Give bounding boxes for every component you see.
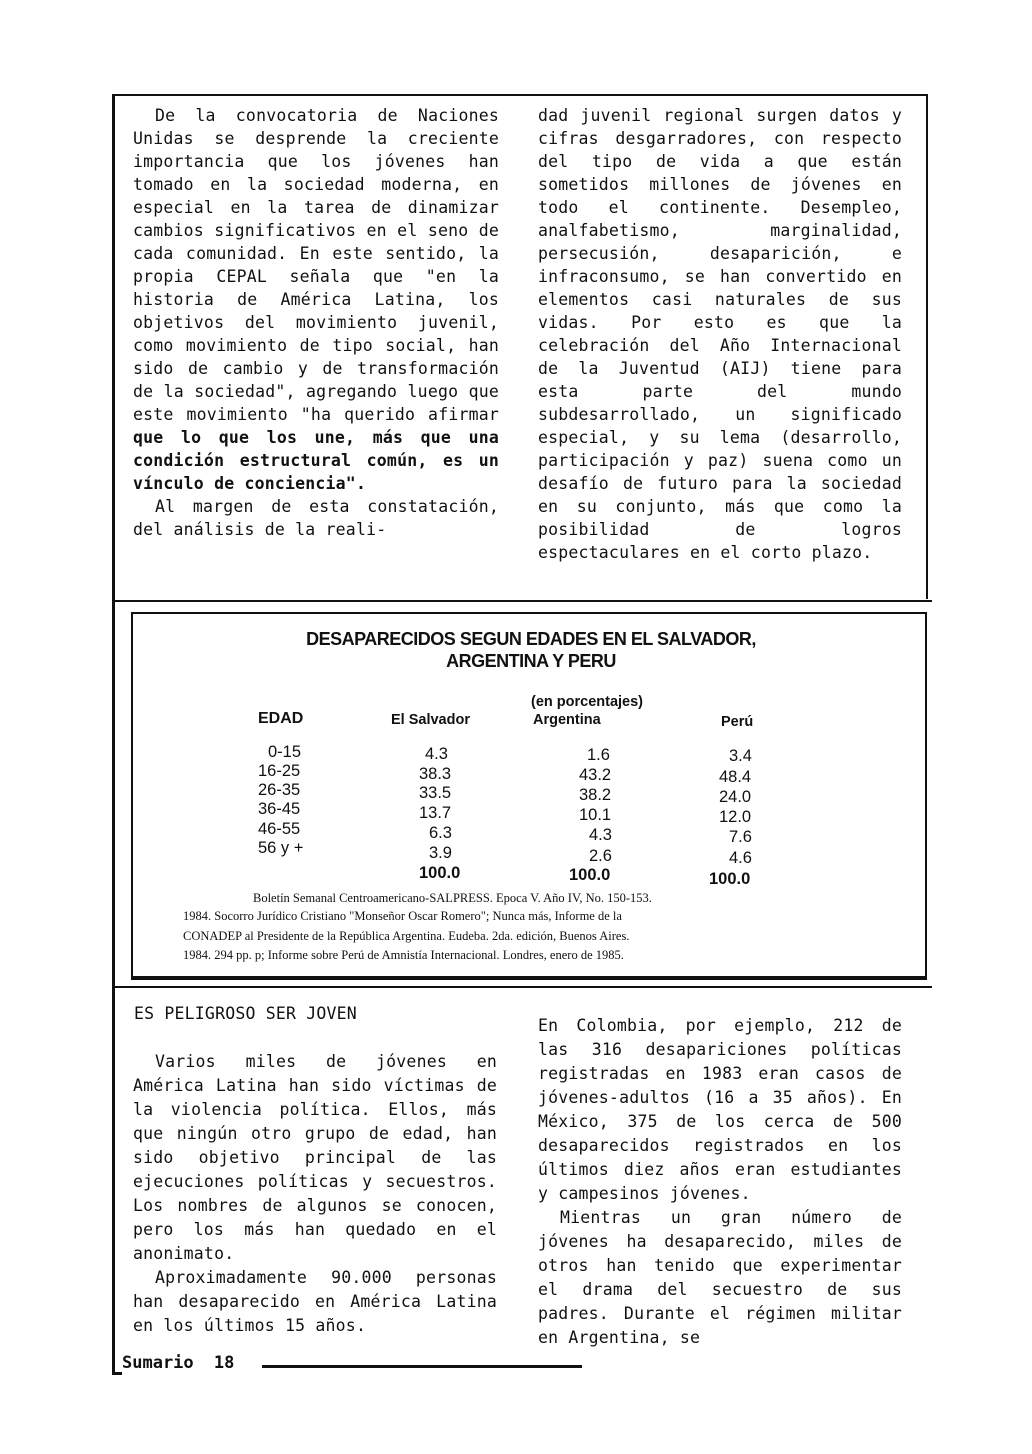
cell-edad: 46-55	[258, 820, 301, 838]
cell-el-salvador: 13.7	[419, 804, 452, 822]
paragraph: dad juvenil regional surgen datos y cifras desgarradores, con respecto del tipo de vida a que están sometidos millones de jóvenes en todo el continente. Desempleo, analfabetismo, marginalidad, persecusión, desaparición, e infraconsumo, se han convertido en elementos casi naturales de sus vidas. Por esto es que la celebración del Año Internacional de la Juventud (AIJ) tiene para esta parte del mundo subdesarrollado, un significado especial, y su lema (desarrollo, participación y paz) suena como un desafío de futuro para la sociedad en su conjunto, más que como la posibilidad de logros espectaculares en el corto plazo.	[538, 106, 902, 562]
total-el-salvador: 100.0	[419, 864, 461, 882]
source-line: CONADEP al Presidente de la República Argentina. Eudeba. 2da. edición, Buenos Aires.	[183, 929, 630, 943]
top-left-column	[133, 104, 499, 541]
paragraph: Mientras un gran número de jóvenes ha desaparecido, miles de otros han tenido que experimentar el drama del secuestro de sus padres. Durante el régimen militar en Argentina, se	[538, 1208, 902, 1347]
frame-rule-right	[926, 94, 928, 599]
footer-label: Sumario	[122, 1353, 194, 1373]
total-peru: 100.0	[709, 870, 751, 888]
cell-argentina: 38.2	[579, 786, 612, 804]
statistics-table-box	[131, 612, 927, 980]
table-header-edad: EDAD	[258, 710, 304, 727]
table-header-argentina: Argentina	[533, 712, 601, 728]
table-header-peru: Perú	[721, 714, 754, 730]
cell-argentina: 10.1	[579, 806, 612, 824]
paragraph: De la convocatoria de Naciones Unidas se desprende la creciente importancia que los jóvenes han tomado en la sociedad moderna, en especial en la tarea de dinamizar cambios significativos en el seno de cada comunidad. En este sentido, la propia CEPAL señala que "en la historia de América Latina, los objetivos del movimiento juvenil, como movimiento de tipo social, han sido de cambio y de transformación de la sociedad", agregando luego que este movimiento "ha querido afirmar que lo que los une, más que una condición estructural común, es un vínculo de conciencia".	[133, 106, 499, 493]
table-title-line1: DESAPARECIDOS SEGUN EDADES EN EL SALVADOR,	[306, 629, 756, 649]
table-header-el-salvador: El Salvador	[391, 712, 470, 728]
cell-argentina: 1.6	[587, 746, 610, 764]
cell-el-salvador: 33.5	[419, 784, 452, 802]
frame-rule-corner	[112, 1372, 122, 1375]
cell-peru: 7.6	[729, 828, 752, 846]
cell-edad: 56 y +	[258, 839, 304, 857]
frame-rule-top	[112, 94, 928, 96]
top-right-column	[538, 104, 902, 564]
source-line: 1984. 294 pp. p; Informe sobre Perú de Amnistía Internacional. Londres, enero de 1985.	[183, 948, 624, 962]
cell-argentina: 43.2	[579, 766, 612, 784]
total-argentina: 100.0	[569, 866, 611, 884]
cell-el-salvador: 4.3	[425, 745, 448, 763]
table-rule-top	[112, 600, 932, 602]
cell-el-salvador: 3.9	[429, 844, 452, 862]
cell-el-salvador: 38.3	[419, 765, 452, 783]
cell-edad: 36-45	[258, 800, 301, 818]
source-line: 1984. Socorro Jurídico Cristiano "Monseñor Oscar Romero"; Nunca más, Informe de la	[183, 909, 622, 923]
cell-edad: 16-25	[258, 762, 301, 780]
paragraph: Al margen de esta constatación, del análisis de la reali-	[133, 497, 499, 539]
cell-peru: 24.0	[719, 788, 752, 806]
cell-edad: 0-15	[268, 743, 302, 761]
table-rule-bottom	[112, 986, 932, 988]
cell-peru: 12.0	[719, 808, 752, 826]
cell-argentina: 2.6	[589, 847, 612, 865]
page-number: 18	[213, 1353, 235, 1373]
cell-peru: 3.4	[729, 747, 752, 765]
source-line: Boletín Semanal Centroamericano-SALPRESS. Epoca V. Año IV, No. 150-153.	[253, 891, 652, 905]
paragraph: Varios miles de jóvenes en América Latina han sido víctimas de la violencia política. Ellos, más que ningún otro grupo de edad, han sido objetivo principal de las ejecuciones políticas y secuestros. Los nombres de algunos se conocen, pero los más han quedado en el anonimato.	[133, 1052, 497, 1263]
table-title-line2: ARGENTINA Y PERU	[446, 651, 616, 671]
bottom-left-column	[133, 1050, 497, 1338]
footer-rule	[262, 1365, 582, 1368]
cell-el-salvador: 6.3	[429, 824, 452, 842]
cell-peru: 48.4	[719, 768, 752, 786]
cell-peru: 4.6	[729, 849, 752, 867]
cell-edad: 26-35	[258, 781, 301, 799]
table-unit-note: (en porcentajes)	[531, 694, 643, 710]
section-title: ES PELIGROSO SER JOVEN	[134, 1004, 357, 1023]
frame-rule-left	[112, 94, 115, 1374]
bottom-right-column	[538, 1014, 902, 1350]
paragraph: Aproximadamente 90.000 personas han desaparecido en América Latina en los últimos 15 años.	[133, 1268, 497, 1335]
cell-argentina: 4.3	[589, 826, 612, 844]
paragraph: En Colombia, por ejemplo, 212 de las 316 desapariciones políticas registradas en 1983 eran casos de jóvenes-adultos (16 a 35 años). En México, 375 de los cerca de 500 desaparecidos registrados en los últimos diez años eran estudiantes y campesinos jóvenes.	[538, 1016, 902, 1203]
page-footer	[122, 1353, 234, 1373]
